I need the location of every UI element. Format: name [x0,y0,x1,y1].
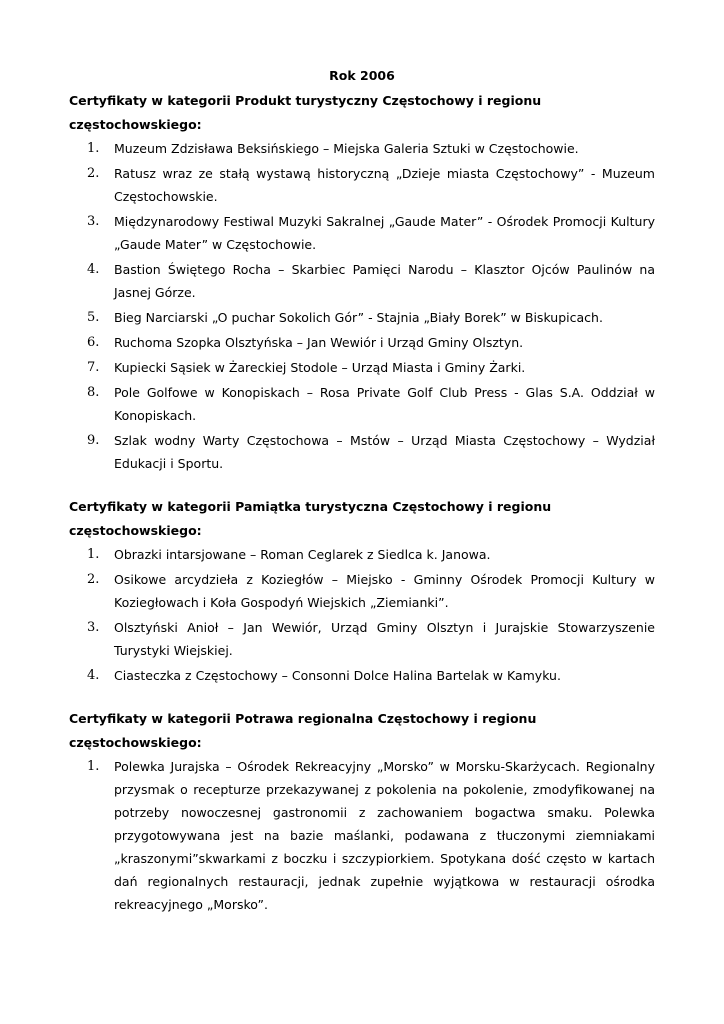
item-number: 4. [87,262,100,277]
list-item [69,568,655,614]
list-item [69,381,655,427]
list-item [69,306,655,329]
item-number: 4. [87,668,100,683]
list-item [69,258,655,304]
item-number: 6. [87,335,100,350]
section-heading [69,89,655,137]
list-item [69,616,655,662]
section-pamiatka-turystyczna [69,495,655,687]
section-heading-line2: częstochowskiego: [69,735,202,750]
item-number: 2. [87,572,100,587]
list-item [69,755,655,916]
item-text: Polewka Jurajska – Ośrodek Rekreacyjny „Morsko” w Morsku-Skarżycach. Regionalny przysmak o recepturze przekazywanej z pokolenia na pokolenie, zmodyfikowanej na potrzeby nowoczesnej gastronomii z zachowaniem bogactwa smaku. Polewka przygotowywana jest na bazie maślanki, podawana z tłuczonymi ziemniakami „kraszonymi”skwarkami z boczku i szczypiorkiem. Spotykana dość często w kartach dań regionalnych restauracji, jednak zupełnie wyjątkowa w restauracji ośrodka rekreacyjnego „Morsko”. [114,759,655,912]
item-text: Międzynarodowy Festiwal Muzyki Sakralnej „Gaude Mater” - Ośrodek Promocji Kultury „Gaude Mater” w Częstochowie. [114,214,655,252]
item-number: 2. [87,166,100,181]
item-text: Osikowe arcydzieła z Koziegłów – Miejsko - Gminny Ośrodek Promocji Kultury w Koziegłowach i Koła Gospodyń Wiejskich „Ziemianki”. [114,572,655,610]
list-item [69,210,655,256]
section-heading-line2: częstochowskiego: [69,523,202,538]
item-text: Szlak wodny Warty Częstochowa – Mstów – Urząd Miasta Częstochowy – Wydział Edukacji i Sportu. [114,433,655,471]
certificate-list [69,543,655,687]
item-text: Bieg Narciarski „O puchar Sokolich Gór” - Stajnia „Biały Borek” w Biskupicach. [114,310,603,325]
item-text: Ciasteczka z Częstochowy – Consonni Dolce Halina Bartelak w Kamyku. [114,668,561,683]
item-text: Obrazki intarsjowane – Roman Ceglarek z Siedlca k. Janowa. [114,547,491,562]
list-item [69,356,655,379]
list-item [69,664,655,687]
item-text: Muzeum Zdzisława Beksińskiego – Miejska Galeria Sztuki w Częstochowie. [114,141,579,156]
item-text: Pole Golfowe w Konopiskach – Rosa Private Golf Club Press - Glas S.A. Oddział w Konopiskach. [114,385,655,423]
item-number: 1. [87,547,100,562]
item-text: Olsztyński Anioł – Jan Wewiór, Urząd Gminy Olsztyn i Jurajskie Stowarzyszenie Turystyki Wiejskiej. [114,620,655,658]
item-text: Ruchoma Szopka Olsztyńska – Jan Wewiór i Urząd Gminy Olsztyn. [114,335,524,350]
section-heading-line1: Certyfikaty w kategorii Potrawa regionalna Częstochowy i regionu [69,711,537,726]
certificate-list [69,137,655,475]
list-item [69,331,655,354]
list-item [69,162,655,208]
section-heading-line2: częstochowskiego: [69,117,202,132]
list-item [69,429,655,475]
section-heading-line1: Certyfikaty w kategorii Pamiątka turystyczna Częstochowy i regionu [69,499,552,514]
section-heading [69,495,655,543]
section-heading-line1: Certyfikaty w kategorii Produkt turystyczny Częstochowy i regionu [69,93,542,108]
section-heading [69,707,655,755]
list-item [69,137,655,160]
item-number: 7. [87,360,100,375]
item-number: 3. [87,620,100,635]
item-number: 5. [87,310,100,325]
item-number: 8. [87,385,100,400]
item-text: Kupiecki Sąsiek w Żareckiej Stodole – Urząd Miasta i Gminy Żarki. [114,360,526,375]
list-item [69,543,655,566]
page-title: Rok 2006 [329,68,395,83]
item-number: 3. [87,214,100,229]
item-text: Bastion Świętego Rocha – Skarbiec Pamięci Narodu – Klasztor Ojców Paulinów na Jasnej Górze. [114,262,655,300]
item-number: 9. [87,433,100,448]
item-number: 1. [87,141,100,156]
item-number: 1. [87,759,100,774]
certificate-list [69,755,655,916]
section-produkt-turystyczny [69,89,655,475]
section-potrawa-regionalna [69,707,655,916]
item-text: Ratusz wraz ze stałą wystawą historyczną „Dzieje miasta Częstochowy” - Muzeum Częstochowskie. [114,166,655,204]
